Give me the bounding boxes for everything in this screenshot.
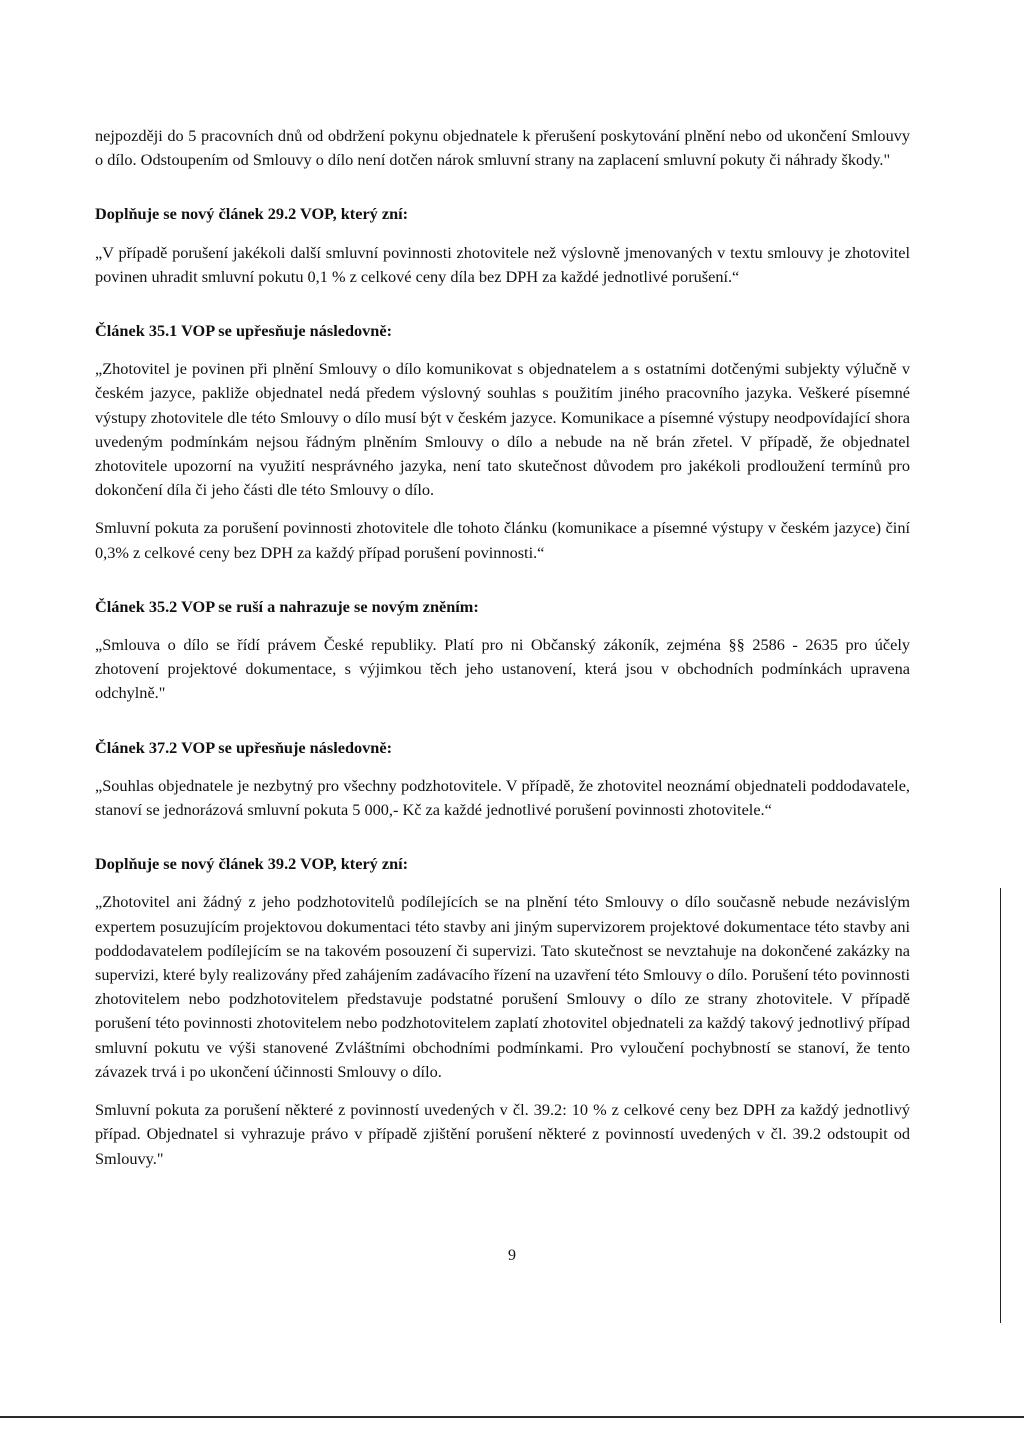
page-number: 9: [508, 1247, 516, 1264]
heading-article-39-2: Doplňuje se nový článek 39.2 VOP, který zní:: [95, 854, 409, 874]
heading-article-29-2: Doplňuje se nový článek 29.2 VOP, který zní:: [95, 204, 409, 224]
paragraph-continuation: nejpozději do 5 pracovních dnů od obdržení pokynu objednatele k přerušení poskytování plnění nebo od ukončení Smlouvy o dílo. Odstoupením od Smlouvy o dílo není dotčen nárok smluvní strany na zaplacení smluvní pokuty či náhrady škody.": [95, 126, 910, 170]
paragraph-article-35-1-penalty: Smluvní pokuta za porušení povinnosti zhotovitele dle tohoto článku (komunikace a písemné výstupy v českém jazyce) činí 0,3% z celkové ceny bez DPH za každý případ porušení povinnosti.“: [95, 518, 910, 562]
page-body: [95, 124, 910, 1185]
scan-bottom-edge: [0, 1416, 1024, 1418]
scan-margin-line: [1000, 888, 1001, 1323]
heading-article-35-2: Článek 35.2 VOP se ruší a nahrazuje se novým zněním:: [95, 596, 479, 616]
heading-article-35-1: Článek 35.1 VOP se upřesňuje následovně:: [95, 321, 392, 341]
paragraph-article-37-2: „Souhlas objednatele je nezbytný pro všechny podzhotovitele. V případě, že zhotovitel neoznámí objednateli poddodavatele, stanoví se jednorázová smluvní pokuta 5 000,- Kč za každé jednotlivé porušení povinnosti zhotovitele.“: [95, 775, 910, 820]
paragraph-article-39-2: „Zhotovitel ani žádný z jeho podzhotovitelů podílejících se na plnění této Smlouvy o dílo současně nebude nezávislým expertem posuzujícím projektovou dokumentaci této stavby ani jiným supervizorem projektové dokumentace této stavby ani poddodavatelem podílejícím se na takovém posouzení či supervizi. Tato skutečnost se nevztahuje na dokončené zakázky na supervizi, které byly realizovány před zahájením zadávacího řízení na uzavření této Smlouvy o dílo. Porušení této povinnosti zhotovitelem nebo podzhotovitelem představuje podstatné porušení Smlouvy o dílo ze strany zhotovitele. V případě porušení této povinnosti zhotovitelem nebo podzhotovitelem zaplatí zhotovitel objednateli za každý takový jednotlivý případ smluvní pokutu ve výši stanovené Zvláštními obchodními podmínkami. Pro vyloučení pochybností se stanoví, že tento závazek trvá i po ukončení účinnosti Smlouvy o dílo.: [95, 892, 910, 1081]
paragraph-article-29-2: „V případě porušení jakékoli další smluvní povinnosti zhotovitele než výslovně jmenovaných v textu smlouvy je zhotovitel povinen uhradit smluvní pokutu 0,1 % z celkové ceny díla bez DPH za každé jednotlivé porušení.“: [95, 242, 910, 286]
paragraph-article-35-2: „Smlouva o dílo se řídí právem České republiky. Platí pro ni Občanský zákoník, zejména §§ 2586 - 2635 pro účely zhotovení projektové dokumentace, s výjimkou těch jeho ustanovení, která jsou v obchodních podmínkách upravena odchylně.": [95, 635, 910, 703]
paragraph-article-35-1: „Zhotovitel je povinen při plnění Smlouvy o dílo komunikovat s objednatelem a s ostatními dotčenými subjekty výlučně v českém jazyce, pakliže objednatel nedá předem výslovný souhlas s použitím jiného pracovního jazyka. Veškeré písemné výstupy zhotovitele dle této Smlouvy o dílo musí být v českém jazyce. Komunikace a písemné výstupy neodpovídající shora uvedeným podmínkám nejsou řádným plněním Smlouvy o dílo a nebude na ně brán zřetel. V případě, že objednatel zhotovitele upozorní na využití nesprávného jazyka, není tato skutečnost důvodem pro jakékoli prodloužení termínů pro dokončení díla či jeho části dle této Smlouvy o dílo.: [95, 359, 910, 500]
heading-article-37-2: Článek 37.2 VOP se upřesňuje následovně:: [95, 737, 392, 757]
paragraph-article-39-2-penalty: Smluvní pokuta za porušení některé z povinností uvedených v čl. 39.2: 10 % z celkové ceny bez DPH za každý jednotlivý případ. Objednatel si vyhrazuje právo v případě zjištění porušení některé z povinností uvedených v čl. 39.2 odstoupit od Smlouvy.": [95, 1100, 910, 1168]
